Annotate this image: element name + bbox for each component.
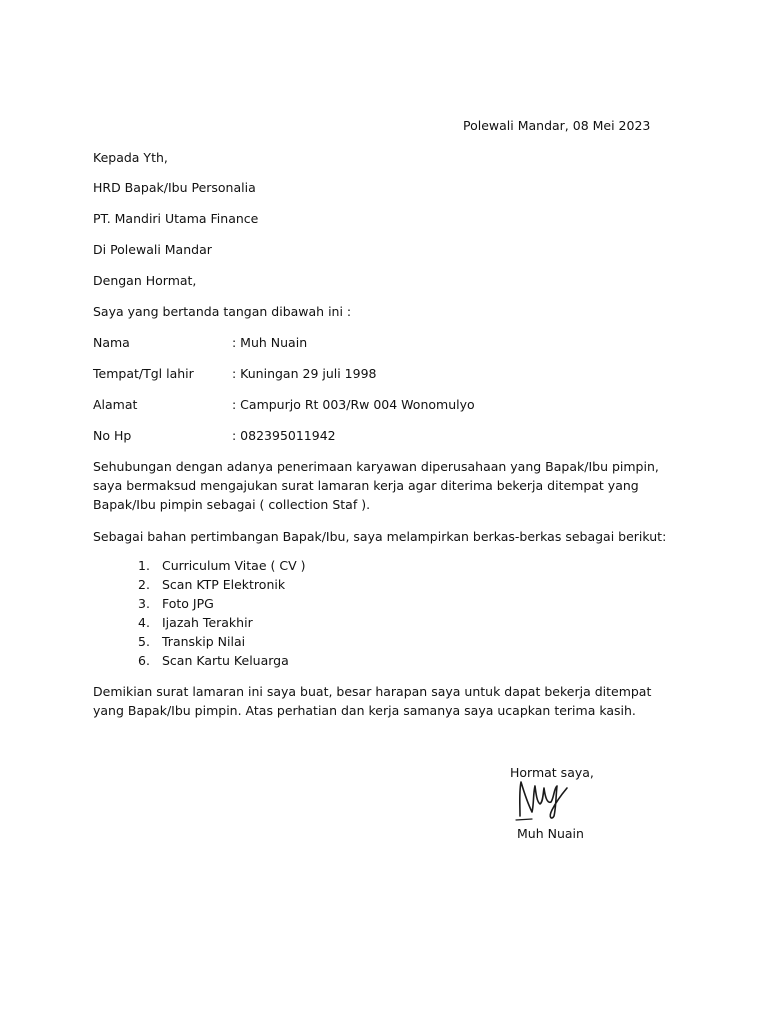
list-number: 3. [138, 596, 150, 611]
list-text: Scan Kartu Keluarga [162, 653, 289, 668]
list-text: Scan KTP Elektronik [162, 577, 286, 592]
field-label: Nama [93, 335, 130, 350]
list-text: Curriculum Vitae ( CV ) [162, 558, 306, 573]
field-label: Tempat/Tgl lahir [93, 366, 194, 381]
closing-salutation: Hormat saya, [510, 765, 594, 780]
list-number: 6. [138, 653, 150, 668]
list-number: 2. [138, 577, 150, 592]
paragraph-closing: Demikian surat lamaran ini saya buat, besar harapan saya untuk dapat bekerja ditempat yang Bapak/Ibu pimpin. Atas perhatian dan kerja samanya saya ucapkan terima kasih. [93, 684, 652, 718]
recipient-line-1: Kepada Yth, [93, 150, 168, 165]
paragraph-attachments-intro: Sebagai bahan pertimbangan Bapak/Ibu, saya melampirkan berkas-berkas sebagai berikut: [93, 529, 667, 544]
list-number: 4. [138, 615, 150, 630]
list-text: Foto JPG [162, 596, 214, 611]
recipient-line-4: Di Polewali Mandar [93, 242, 212, 257]
intro-line: Saya yang bertanda tangan dibawah ini : [93, 304, 352, 319]
recipient-line-3: PT. Mandiri Utama Finance [93, 211, 259, 226]
handwritten-signature [512, 774, 582, 824]
greeting: Dengan Hormat, [93, 273, 197, 288]
field-label: Alamat [93, 397, 138, 412]
field-value: : Kuningan 29 juli 1998 [232, 366, 377, 381]
field-label: No Hp [93, 428, 132, 443]
field-value: : Muh Nuain [232, 335, 308, 350]
field-value: : Campurjo Rt 003/Rw 004 Wonomulyo [232, 397, 475, 412]
field-value: : 082395011942 [232, 428, 336, 443]
list-number: 1. [138, 558, 150, 573]
signer-name: Muh Nuain [517, 826, 584, 841]
paragraph-purpose: Sehubungan dengan adanya penerimaan karyawan diperusahaan yang Bapak/Ibu pimpin, saya bermaksud mengajukan surat lamaran kerja agar diterima bekerja ditempat yang Bapak/Ibu pimpin sebagai ( collection Staf ). [93, 459, 659, 512]
list-text: Transkip Nilai [162, 634, 246, 649]
letter-date: Polewali Mandar, 08 Mei 2023 [463, 118, 651, 133]
recipient-line-2: HRD Bapak/Ibu Personalia [93, 180, 256, 195]
list-text: Ijazah Terakhir [162, 615, 253, 630]
list-number: 5. [138, 634, 150, 649]
